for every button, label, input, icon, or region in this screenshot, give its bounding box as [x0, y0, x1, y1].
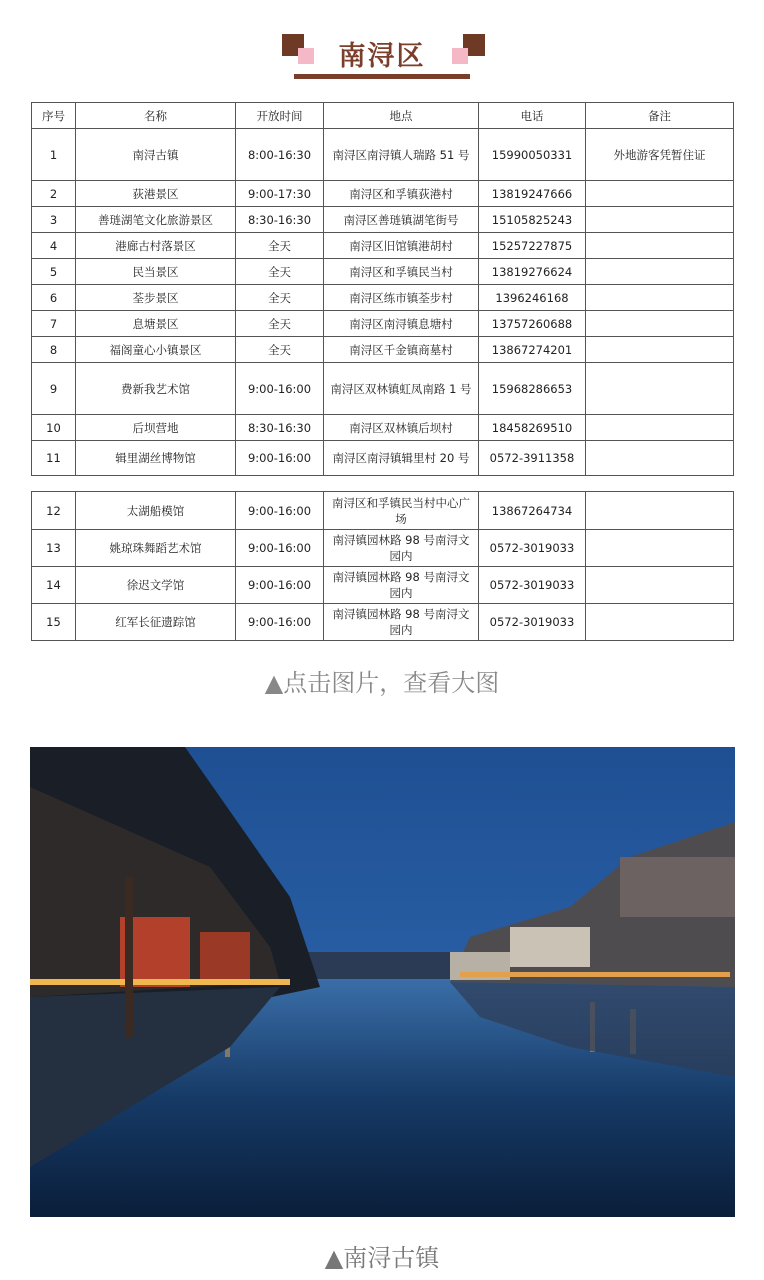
- table-cell: 0572-3019033: [479, 530, 586, 567]
- table-cell: 9: [32, 363, 76, 415]
- header-cell: 开放时间: [236, 103, 324, 129]
- table-cell: 南浔区南浔镇辑里村 20 号: [324, 441, 479, 476]
- table-row: [32, 337, 734, 363]
- table-cell: [586, 181, 734, 207]
- table-row: [32, 567, 734, 604]
- table-cell: 荻港景区: [76, 181, 236, 207]
- table-cell: 13757260688: [479, 311, 586, 337]
- table-cell: 外地游客凭暂住证: [586, 129, 734, 181]
- table-cell: 2: [32, 181, 76, 207]
- table-row: [32, 441, 734, 476]
- table-cell: 9:00-16:00: [236, 492, 324, 530]
- scenic-spots-table[interactable]: [31, 102, 734, 476]
- table-cell: 18458269510: [479, 415, 586, 441]
- table-cell: 7: [32, 311, 76, 337]
- table-cell: 南浔镇园林路 98 号南浔文园内: [324, 567, 479, 604]
- table-cell: [586, 337, 734, 363]
- table-row: [32, 530, 734, 567]
- table-cell: [586, 415, 734, 441]
- table-cell: 后坝营地: [76, 415, 236, 441]
- table-cell: 14: [32, 567, 76, 604]
- table-cell: 9:00-16:00: [236, 567, 324, 604]
- table-cell: 南浔区南浔镇息塘村: [324, 311, 479, 337]
- header-cell: 地点: [324, 103, 479, 129]
- table-cell: [586, 363, 734, 415]
- table-cell: 1396246168: [479, 285, 586, 311]
- photo-caption: ▲南浔古镇: [324, 1244, 440, 1272]
- table-cell: 徐迟文学馆: [76, 567, 236, 604]
- table-cell: 8:00-16:30: [236, 129, 324, 181]
- table-cell: 民当景区: [76, 259, 236, 285]
- section-title: 南浔区: [338, 41, 426, 72]
- table-cell: 南浔区千金镇商墓村: [324, 337, 479, 363]
- table-cell: 全天: [236, 285, 324, 311]
- table-cell: 福阁童心小镇景区: [76, 337, 236, 363]
- table-cell: 红军长征遗踪馆: [76, 604, 236, 641]
- table-cell: 8:30-16:30: [236, 207, 324, 233]
- canal-town-night-photo[interactable]: [30, 747, 735, 1217]
- table-row: [32, 415, 734, 441]
- table-row: [32, 363, 734, 415]
- table-cell: 13819276624: [479, 259, 586, 285]
- table-cell: 15105825243: [479, 207, 586, 233]
- table-cell: 10: [32, 415, 76, 441]
- table-cell: 善琏湖笔文化旅游景区: [76, 207, 236, 233]
- table-cell: 9:00-16:00: [236, 604, 324, 641]
- table-cell: 南浔区和孚镇荻港村: [324, 181, 479, 207]
- table-cell: 全天: [236, 259, 324, 285]
- table-cell: 南浔区练市镇荃步村: [324, 285, 479, 311]
- table-cell: 南浔区双林镇虹凤南路 1 号: [324, 363, 479, 415]
- museums-table[interactable]: [31, 491, 734, 641]
- table-cell: 南浔区和孚镇民当村: [324, 259, 479, 285]
- table-cell: 港廊古村落景区: [76, 233, 236, 259]
- header-cell: 电话: [479, 103, 586, 129]
- table-cell: 全天: [236, 311, 324, 337]
- table-cell: [586, 441, 734, 476]
- table-cell: 9:00-16:00: [236, 530, 324, 567]
- table-row: [32, 492, 734, 530]
- table-cell: [586, 207, 734, 233]
- table-cell: [586, 604, 734, 641]
- table-cell: 费新我艺术馆: [76, 363, 236, 415]
- table-cell: 南浔镇园林路 98 号南浔文园内: [324, 530, 479, 567]
- header-cell: 名称: [76, 103, 236, 129]
- table-cell: 13: [32, 530, 76, 567]
- table-cell: 南浔区善琏镇湖笔街号: [324, 207, 479, 233]
- table-cell: 0572-3911358: [479, 441, 586, 476]
- table-cell: [586, 530, 734, 567]
- table-cell: 6: [32, 285, 76, 311]
- table-row: [32, 207, 734, 233]
- table-cell: 4: [32, 233, 76, 259]
- table-cell: 12: [32, 492, 76, 530]
- table-cell: 南浔镇园林路 98 号南浔文园内: [324, 604, 479, 641]
- table-row: [32, 259, 734, 285]
- table-cell: 15968286653: [479, 363, 586, 415]
- table-cell: 15990050331: [479, 129, 586, 181]
- table-row: [32, 285, 734, 311]
- table-cell: 8:30-16:30: [236, 415, 324, 441]
- table-cell: 9:00-17:30: [236, 181, 324, 207]
- table-cell: 13867264734: [479, 492, 586, 530]
- table-cell: [586, 233, 734, 259]
- table-cell: 太湖船模馆: [76, 492, 236, 530]
- table-cell: 5: [32, 259, 76, 285]
- table-cell: 3: [32, 207, 76, 233]
- table-cell: 荃步景区: [76, 285, 236, 311]
- table-cell: 息塘景区: [76, 311, 236, 337]
- table-cell: 15257227875: [479, 233, 586, 259]
- table-cell: [586, 259, 734, 285]
- table-cell: 全天: [236, 233, 324, 259]
- table-row: [32, 604, 734, 641]
- header-cell: 备注: [586, 103, 734, 129]
- table-cell: 15: [32, 604, 76, 641]
- table-cell: 0572-3019033: [479, 604, 586, 641]
- table-cell: 姚琼珠舞蹈艺术馆: [76, 530, 236, 567]
- title-underline: [294, 74, 470, 79]
- table-cell: 南浔区旧馆镇港胡村: [324, 233, 479, 259]
- table-cell: 9:00-16:00: [236, 363, 324, 415]
- table-cell: 全天: [236, 337, 324, 363]
- click-to-enlarge-caption: ▲点击图片，查看大图: [264, 669, 500, 697]
- section-title-banner: [0, 28, 764, 88]
- table-cell: [586, 567, 734, 604]
- table-row: [32, 181, 734, 207]
- table-cell: 1: [32, 129, 76, 181]
- table-cell: [586, 311, 734, 337]
- table-cell: 南浔古镇: [76, 129, 236, 181]
- table-cell: 南浔区和孚镇民当村中心广场: [324, 492, 479, 530]
- table-cell: 8: [32, 337, 76, 363]
- table-cell: 11: [32, 441, 76, 476]
- table-row: [32, 233, 734, 259]
- header-cell: 序号: [32, 103, 76, 129]
- table-cell: 0572-3019033: [479, 567, 586, 604]
- table-cell: 9:00-16:00: [236, 441, 324, 476]
- table-cell: 南浔区双林镇后坝村: [324, 415, 479, 441]
- table-cell: 13867274201: [479, 337, 586, 363]
- table-row: [32, 311, 734, 337]
- table-header-row: [32, 103, 734, 129]
- table-cell: 南浔区南浔镇人瑞路 51 号: [324, 129, 479, 181]
- table-row: [32, 129, 734, 181]
- table-cell: 13819247666: [479, 181, 586, 207]
- table-cell: 辑里湖丝博物馆: [76, 441, 236, 476]
- table-cell: [586, 285, 734, 311]
- table-cell: [586, 492, 734, 530]
